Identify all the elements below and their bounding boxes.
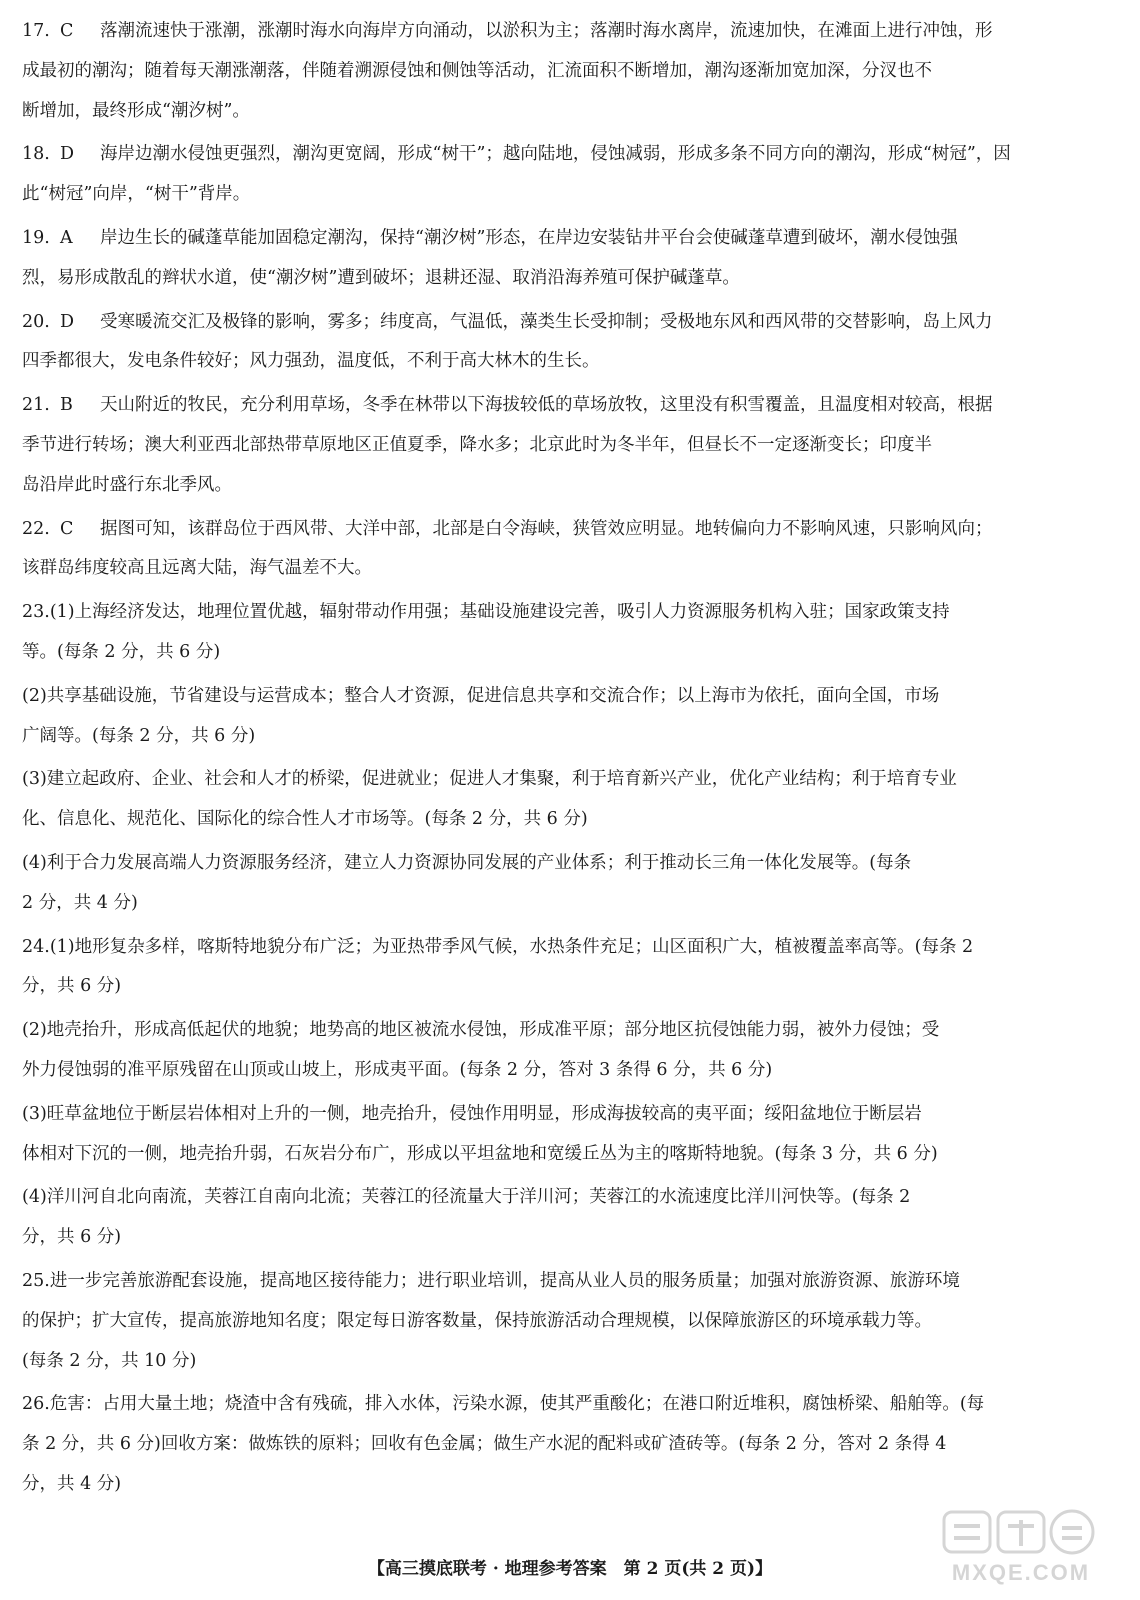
text-line	[22, 1218, 1102, 1258]
question-item	[22, 593, 1102, 923]
text-line	[22, 52, 1102, 92]
answer-item	[22, 510, 1102, 590]
line-text: 烈，易形成散乱的辫状水道，使“潮汐树”遭到破坏；退耕还湿、取消沿海养殖可保护碱蓬草。	[22, 267, 740, 288]
line-text: (4)洋川河自北向南流，芙蓉江自南向北流；芙蓉江的径流量大于洋川河；芙蓉江的水流速度比洋川河快等。(每条 2	[22, 1187, 911, 1208]
answer-choice: C	[60, 518, 74, 539]
question-item	[22, 1385, 1102, 1504]
question-number: 21.	[22, 395, 50, 416]
text-line	[22, 175, 1102, 215]
line-text: 等。(每条 2 分，共 6 分)	[22, 641, 221, 662]
line-text: 四季都很大，发电条件较好；风力强劲，温度低，不利于高大林木的生长。	[22, 351, 600, 372]
line-text: (1)上海经济发达，地理位置优越，辐射带动作用强；基础设施建设完善，吸引人力资源服务机构入驻；国家政策支持	[49, 602, 950, 623]
page-footer: 【高三摸底联考 · 地理参考答案 第 2 页(共 2 页)】	[367, 1559, 773, 1579]
line-text: 据图可知，该群岛位于西风带、大洋中部，北部是白令海峡，狭管效应明显。地转偏向力不影响风速，只影响风向；	[100, 518, 993, 539]
question-item	[22, 1262, 1102, 1381]
line-text: 2 分，共 4 分)	[22, 892, 138, 913]
text-line	[22, 1385, 1102, 1425]
answer-choice: D	[60, 311, 75, 332]
text-line	[22, 303, 1102, 343]
answer-choice: D	[60, 144, 75, 165]
question-number: 26.	[22, 1394, 50, 1415]
text-line	[22, 1095, 1102, 1135]
line-text: 危害：占用大量土地；烧渣中含有残硫，排入水体，污染水源，使其严重酸化；在港口附近堆积，腐蚀桥梁、船舶等。(每	[49, 1394, 985, 1415]
line-text: 广阔等。(每条 2 分，共 6 分)	[22, 725, 256, 746]
watermark-text: MXQE.COM	[951, 1560, 1091, 1585]
line-text: 体相对下沉的一侧，地壳抬升弱，石灰岩分布广，形成以平坦盆地和宽缓丘丛为主的喀斯特地貌。(每条 3 分，共 6 分)	[22, 1143, 938, 1164]
question-part	[22, 844, 1102, 924]
text-line	[22, 510, 1102, 550]
line-text: (每条 2 分，共 10 分)	[22, 1350, 197, 1371]
line-text: 条 2 分，共 6 分)回收方案：做炼铁的原料；回收有色金属；做生产水泥的配料或矿渣砖等。(每条 2 分，答对 2 条得 4	[22, 1434, 947, 1455]
answer-item	[22, 303, 1102, 383]
line-text: 海岸边潮水侵蚀更强烈，潮沟更宽阔，形成“树干”；越向陆地，侵蚀减弱，形成多条不同方向的潮沟，形成“树冠”，因	[100, 144, 1011, 165]
question-part	[22, 928, 1102, 1008]
line-text: 分，共 4 分)	[22, 1473, 122, 1494]
text-line	[22, 259, 1102, 299]
text-line	[22, 135, 1102, 175]
answer-choice: C	[60, 21, 74, 41]
question-item	[22, 928, 1102, 1258]
text-line	[22, 1302, 1102, 1342]
answer-item	[22, 12, 1102, 131]
text-line	[22, 1135, 1102, 1175]
text-line	[22, 633, 1102, 673]
line-text: 该群岛纬度较高且远离大陆，海气温差不大。	[22, 558, 372, 579]
text-line	[22, 1011, 1102, 1051]
answer-choice: B	[60, 395, 73, 416]
line-text: 化、信息化、规范化、国际化的综合性人才市场等。(每条 2 分，共 6 分)	[22, 809, 588, 830]
text-line	[22, 1425, 1102, 1465]
text-line	[22, 1262, 1102, 1302]
line-text: 外力侵蚀弱的准平原残留在山顶或山坡上，形成夷平面。(每条 2 分，答对 3 条得 6 分，共 6 分)	[22, 1059, 773, 1080]
line-text: 的保护；扩大宣传，提高旅游地知名度；限定每日游客数量，保持旅游活动合理规模，以保障旅游区的环境承载力等。	[22, 1310, 932, 1331]
question-part	[22, 1262, 1102, 1381]
line-text: (2)地壳抬升，形成高低起伏的地貌；地势高的地区被流水侵蚀，形成准平原；部分地区抗侵蚀能力弱，被外力侵蚀；受	[22, 1020, 940, 1041]
text-line	[22, 12, 1102, 52]
line-text: 此“树冠”向岸，“树干”背岸。	[22, 184, 251, 205]
text-line	[22, 466, 1102, 506]
text-line	[22, 92, 1102, 132]
text-line	[22, 717, 1102, 757]
line-text: 分，共 6 分)	[22, 976, 122, 997]
line-text: (2)共享基础设施，节省建设与运营成本；整合人才资源，促进信息共享和交流合作；以上海市为依托，面向全国，市场	[22, 685, 940, 706]
text-line	[22, 800, 1102, 840]
line-text: 季节进行转场；澳大利亚西北部热带草原地区正值夏季，降水多；北京此时为冬半年，但昼长不一定逐渐变长；印度半	[22, 434, 932, 455]
line-text: 断增加，最终形成“潮汐树”。	[22, 100, 250, 121]
line-text: 天山附近的牧民，充分利用草场，冬季在林带以下海拔较低的草场放牧，这里没有积雪覆盖，且温度相对较高，根据	[100, 395, 993, 416]
answer-item	[22, 386, 1102, 505]
question-part	[22, 677, 1102, 757]
text-line	[22, 1178, 1102, 1218]
answer-content	[22, 12, 1102, 1509]
text-line	[22, 928, 1102, 968]
answer-item	[22, 219, 1102, 299]
text-line	[22, 844, 1102, 884]
line-text: (3)建立起政府、企业、社会和人才的桥梁，促进就业；促进人才集聚，利于培育新兴产业，优化产业结构；利于培育专业	[22, 769, 957, 790]
text-line	[22, 426, 1102, 466]
line-text: 落潮流速快于涨潮，涨潮时海水向海岸方向涌动，以淤积为主；落潮时海水离岸，流速加快，在滩面上进行冲蚀，形	[100, 21, 993, 41]
question-number: 20.	[22, 311, 50, 332]
answer-item	[22, 135, 1102, 215]
question-part	[22, 1095, 1102, 1175]
line-text: 受寒暖流交汇及极锋的影响，雾多；纬度高，气温低，藻类生长受抑制；受极地东风和西风带的交替影响，岛上风力	[100, 311, 993, 332]
line-text: 岸边生长的碱蓬草能加固稳定潮沟，保持“潮汐树”形态，在岸边安装钻井平台会使碱蓬草遭到破坏，潮水侵蚀强	[100, 227, 958, 248]
question-number: 18.	[22, 144, 50, 165]
text-line	[22, 1465, 1102, 1505]
text-line	[22, 1051, 1102, 1091]
question-number: 25.	[22, 1270, 50, 1291]
question-number: 24.	[22, 936, 50, 957]
question-part	[22, 1011, 1102, 1091]
text-line	[22, 884, 1102, 924]
line-text: 成最初的潮沟；随着每天潮涨潮落，伴随着溯源侵蚀和侧蚀等活动，汇流面积不断增加，潮沟逐渐加宽加深，分汊也不	[22, 60, 932, 81]
question-number: 22.	[22, 518, 50, 539]
text-line	[22, 386, 1102, 426]
question-number: 17.	[22, 21, 50, 41]
question-part	[22, 593, 1102, 673]
line-text: 进一步完善旅游配套设施，提高地区接待能力；进行职业培训，提高从业人员的服务质量；加强对旅游资源、旅游环境	[49, 1270, 960, 1291]
line-text: (4)利于合力发展高端人力资源服务经济，建立人力资源协同发展的产业体系；利于推动长三角一体化发展等。(每条	[22, 852, 912, 873]
question-part	[22, 1178, 1102, 1258]
line-text: 岛沿岸此时盛行东北季风。	[22, 474, 232, 495]
line-text: (1)地形复杂多样，喀斯特地貌分布广泛；为亚热带季风气候，水热条件充足；山区面积广大，植被覆盖率高等。(每条 2	[49, 936, 974, 957]
text-line	[22, 760, 1102, 800]
question-part	[22, 1385, 1102, 1504]
question-number: 23.	[22, 602, 50, 623]
answer-choice: A	[60, 227, 73, 248]
line-text: (3)旺草盆地位于断层岩体相对上升的一侧，地壳抬升，侵蚀作用明显，形成海拔较高的夷平面；绥阳盆地位于断层岩	[22, 1103, 922, 1124]
text-line	[22, 967, 1102, 1007]
question-part	[22, 760, 1102, 840]
text-line	[22, 593, 1102, 633]
text-line	[22, 677, 1102, 717]
text-line	[22, 342, 1102, 382]
line-text: 分，共 6 分)	[22, 1227, 122, 1248]
text-line	[22, 219, 1102, 259]
watermark-logo	[936, 1506, 1106, 1588]
text-line	[22, 549, 1102, 589]
text-line	[22, 1342, 1102, 1382]
question-number: 19.	[22, 227, 50, 248]
